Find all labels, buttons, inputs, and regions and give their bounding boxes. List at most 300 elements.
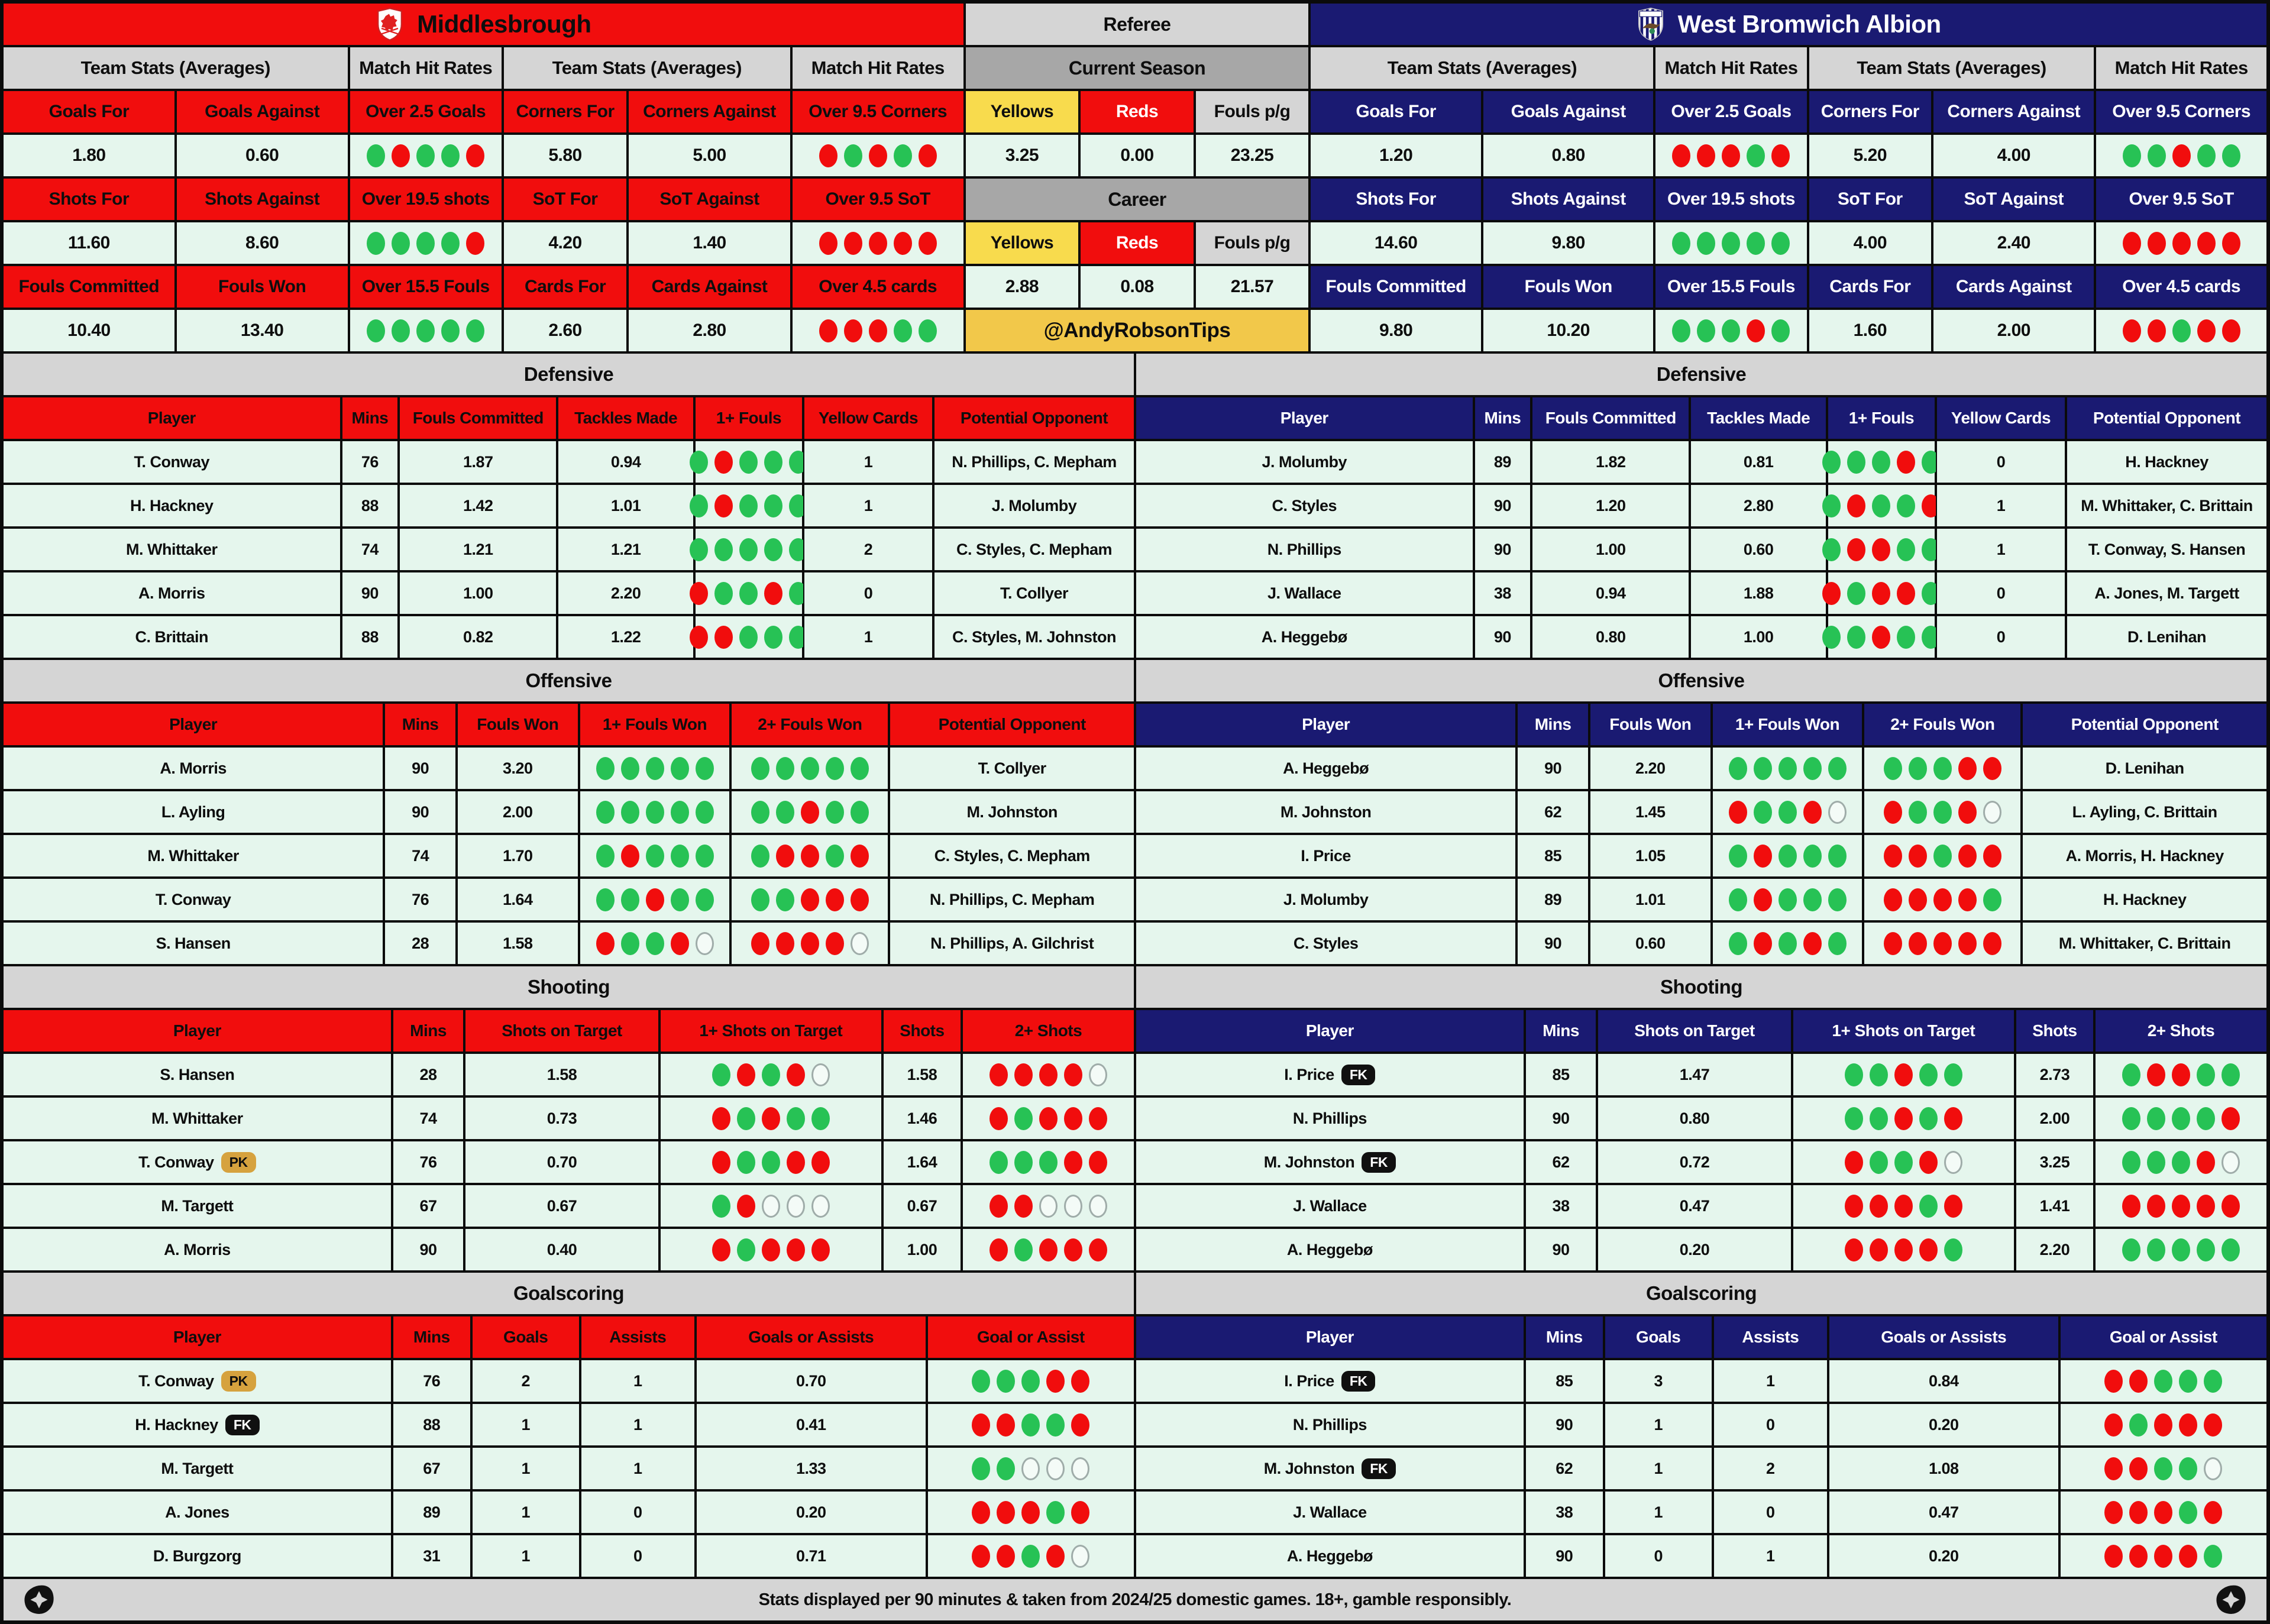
hit-dot-red <box>1958 801 1977 824</box>
table-cell: 0.94 <box>557 440 694 484</box>
table-row <box>2 1447 1135 1490</box>
hit-rate-cell <box>1792 1053 2015 1096</box>
column-header-cell: Fouls Committed <box>399 396 557 440</box>
player-cell <box>1135 1140 1525 1184</box>
table-cell: 31 <box>392 1534 471 1578</box>
hit-dot-red <box>801 888 819 911</box>
table-cell: 2.20 <box>557 571 694 615</box>
shooting-away-table <box>1135 1009 2268 1272</box>
hit-rate-cell <box>1827 440 1936 484</box>
hit-dot-red <box>1672 144 1690 167</box>
table-cell: 74 <box>392 1096 465 1140</box>
hit-dot-red <box>1697 144 1715 167</box>
hit-rate-dots <box>972 1370 1089 1393</box>
player-name: M. Johnston <box>1263 1459 1355 1477</box>
hit-dot-empty <box>2204 1457 2222 1480</box>
table-cell: 0.70 <box>696 1359 927 1403</box>
hit-dot-green <box>1803 888 1822 911</box>
hit-rate-dots <box>367 232 484 255</box>
table-cell: 0.47 <box>1597 1184 1792 1228</box>
table-cell: 2 <box>803 528 933 571</box>
hit-dot-green <box>1933 801 1952 824</box>
table-cell: 1 <box>803 615 933 659</box>
table-cell: T. Collyer <box>889 746 1135 790</box>
stat-value-cell: 4.00 <box>1932 134 2095 177</box>
hit-dot-green <box>441 232 460 255</box>
table-cell: 90 <box>392 1228 465 1272</box>
table-cell: 1.08 <box>1828 1447 2059 1490</box>
hit-rate-cell <box>1792 1140 2015 1184</box>
table-cell: 76 <box>392 1140 465 1184</box>
table-cell: 3 <box>1604 1359 1713 1403</box>
hit-dot-green <box>2222 1238 2240 1261</box>
table-cell: C. Styles, C. Mepham <box>933 528 1135 571</box>
hit-dot-red <box>1894 1195 1913 1218</box>
table-row <box>1135 1403 2268 1447</box>
hit-dot-empty <box>1089 1063 1107 1086</box>
hit-dot-red <box>690 582 708 605</box>
table-cell: 0 <box>1604 1534 1713 1578</box>
table-cell: 62 <box>1516 790 1589 834</box>
column-header-cell: 1+ Fouls <box>1827 396 1936 440</box>
player-cell <box>1135 790 1516 834</box>
table-cell: 88 <box>341 484 399 528</box>
table-cell: 28 <box>384 921 457 965</box>
hit-rate-dots <box>1845 1151 1962 1174</box>
hit-dot-red <box>787 1063 805 1086</box>
hit-dot-green <box>1672 232 1690 255</box>
hit-dot-red <box>690 626 708 649</box>
column-header-cell: Potential Opponent <box>889 703 1135 746</box>
table-header-row <box>2 703 1135 746</box>
hit-dot-red <box>972 1413 990 1437</box>
player-cell <box>1135 484 1474 528</box>
table-cell: 1 <box>580 1447 696 1490</box>
hit-rate-dots <box>1884 888 2001 911</box>
stat-label-cell: Over 9.5 Corners <box>2095 90 2268 134</box>
hit-rate-dots <box>596 888 714 911</box>
table-cell: 1.01 <box>1589 878 1712 921</box>
hit-rate-cell <box>1827 571 1936 615</box>
table-cell: 3.25 <box>2015 1140 2094 1184</box>
column-header-cell: Mins <box>384 703 457 746</box>
subheader-cell: Match Hit Rates <box>349 46 503 90</box>
player-name: M. Targett <box>161 1459 234 1477</box>
hit-dot-green <box>1909 801 1927 824</box>
hit-dot-red <box>2172 232 2191 255</box>
table-cell: 0.72 <box>1597 1140 1792 1184</box>
andyrobsontips-logo-icon <box>2214 1583 2248 1617</box>
hit-dot-green <box>671 801 689 824</box>
column-header-cell: Potential Opponent <box>2022 703 2268 746</box>
column-header-cell: Goals <box>1604 1315 1713 1359</box>
table-cell: 85 <box>1525 1359 1604 1403</box>
hit-dot-green <box>1771 319 1790 342</box>
table-row <box>1135 484 2268 528</box>
table-row <box>2 834 1135 878</box>
hit-rate-cell <box>730 834 889 878</box>
hit-rate-cell <box>579 878 731 921</box>
hit-dot-green <box>441 144 460 167</box>
column-header-cell: Mins <box>1525 1315 1604 1359</box>
table-cell: H. Hackney <box>2022 878 2268 921</box>
hit-rate-cell <box>1863 878 2022 921</box>
hit-dot-red <box>990 1107 1008 1130</box>
player-name: N. Phillips <box>1292 1415 1367 1434</box>
hit-rate-cell <box>2059 1359 2268 1403</box>
hit-dot-red <box>2179 1545 2197 1568</box>
hit-rate-cell <box>2094 1096 2268 1140</box>
hit-dot-red <box>1039 1238 1058 1261</box>
pk-badge: PK <box>221 1152 256 1173</box>
player-name: A. Jones <box>165 1503 229 1521</box>
hit-rate-cell <box>2095 134 2268 177</box>
hit-dot-red <box>2148 232 2166 255</box>
hit-dot-green <box>646 801 664 824</box>
hit-rate-dots <box>367 144 484 167</box>
table-cell: 1 <box>1713 1534 1828 1578</box>
hit-dot-red <box>712 1151 730 1174</box>
hit-dot-green <box>2172 1107 2190 1130</box>
table-cell: 90 <box>1525 1096 1598 1140</box>
hit-dot-green <box>2179 1370 2197 1393</box>
table-cell: 0 <box>1936 571 2066 615</box>
career-reds-value: 0.08 <box>1079 265 1195 309</box>
table-cell: 2.20 <box>1589 746 1712 790</box>
hit-rate-cell <box>962 1096 1135 1140</box>
table-cell: 38 <box>1525 1184 1598 1228</box>
stat-value-cell: 10.20 <box>1482 309 1655 352</box>
column-header-cell: 1+ Shots on Target <box>659 1009 882 1053</box>
column-header-cell: Goals or Assists <box>1828 1315 2059 1359</box>
reds-header: Reds <box>1079 221 1195 265</box>
hit-rate-cell <box>694 484 803 528</box>
section-title: Goalscoring <box>1135 1272 2268 1315</box>
table-cell: 0.67 <box>464 1184 659 1228</box>
hit-dot-green <box>1672 319 1690 342</box>
hit-rate-dots <box>596 932 714 955</box>
hit-dot-red <box>776 932 794 955</box>
column-header-cell: Goals or Assists <box>696 1315 927 1359</box>
hit-rate-cell <box>2094 1228 2268 1272</box>
hit-rate-cell <box>694 615 803 659</box>
hit-dot-green <box>1828 845 1847 868</box>
hit-rate-dots <box>2104 1413 2222 1437</box>
table-row <box>1135 615 2268 659</box>
section-title: Shooting <box>2 965 1135 1009</box>
table-cell: 1.45 <box>1589 790 1712 834</box>
player-cell <box>1135 746 1516 790</box>
hit-dot-red <box>1071 1501 1089 1524</box>
table-cell: 3.20 <box>457 746 579 790</box>
player-name: S. Hansen <box>156 934 231 952</box>
hit-dot-green <box>1828 932 1847 955</box>
table-cell: 0.20 <box>696 1490 927 1534</box>
hit-rate-dots <box>690 538 807 561</box>
hit-dot-red <box>764 582 782 605</box>
subheader-cell: Team Stats (Averages) <box>1309 46 1654 90</box>
table-row <box>1135 528 2268 571</box>
hit-dot-red <box>1884 888 1902 911</box>
hit-dot-green <box>2204 1545 2222 1568</box>
hit-dot-green <box>2197 144 2216 167</box>
pk-badge: PK <box>221 1371 256 1392</box>
hit-dot-red <box>1909 845 1927 868</box>
hit-rate-dots <box>690 626 807 649</box>
hit-dot-green <box>762 1063 780 1086</box>
hit-dot-empty <box>1944 1151 1962 1174</box>
stat-label-row <box>1309 265 2268 309</box>
table-cell: 89 <box>1516 878 1589 921</box>
table-cell: 2.00 <box>457 790 579 834</box>
hit-dot-red <box>2147 1195 2165 1218</box>
hit-dot-red <box>1089 1151 1107 1174</box>
table-row <box>1135 440 2268 484</box>
table-cell: 2.00 <box>2015 1096 2094 1140</box>
hit-dot-red <box>972 1501 990 1524</box>
hit-rate-cell <box>2094 1184 2268 1228</box>
hit-rate-cell <box>2059 1534 2268 1578</box>
table-cell: 0 <box>1713 1490 1828 1534</box>
hit-dot-green <box>2129 1413 2148 1437</box>
hit-dot-green <box>1919 1063 1938 1086</box>
stat-label-cell: Over 4.5 cards <box>2095 265 2268 309</box>
hit-dot-red <box>844 232 862 255</box>
subheader-cell: Match Hit Rates <box>791 46 965 90</box>
hit-dot-green <box>1697 232 1715 255</box>
stat-label-cell: Fouls Won <box>176 265 349 309</box>
hit-dot-green <box>621 757 639 780</box>
hit-rate-cell <box>1712 834 1864 878</box>
hit-dot-green <box>2222 144 2240 167</box>
hit-dot-red <box>2172 144 2191 167</box>
player-name: T. Conway <box>138 1153 214 1171</box>
table-cell: D. Lenihan <box>2066 615 2268 659</box>
table-cell: J. Molumby <box>933 484 1135 528</box>
hit-rate-dots <box>1822 626 1940 649</box>
table-cell: D. Lenihan <box>2022 746 2268 790</box>
stat-value-cell: 1.20 <box>1309 134 1482 177</box>
stat-label-cell: Shots For <box>2 177 176 221</box>
table-cell: 1 <box>1713 1359 1828 1403</box>
hit-rate-cell <box>659 1184 882 1228</box>
table-row <box>1135 1359 2268 1403</box>
hit-dot-green <box>1870 1107 1888 1130</box>
hit-rate-dots <box>1822 538 1940 561</box>
hit-dot-green <box>1779 932 1797 955</box>
fouls-header: Fouls p/g <box>1195 221 1310 265</box>
table-cell: 88 <box>341 615 399 659</box>
hit-rate-cell <box>2095 221 2268 265</box>
hit-dot-red <box>1944 1107 1962 1130</box>
hit-dot-green <box>696 801 714 824</box>
player-name: J. Wallace <box>1293 1196 1367 1215</box>
hit-dot-green <box>1046 1501 1065 1524</box>
table-cell: 0 <box>1936 440 2066 484</box>
table-cell: 1.82 <box>1531 440 1690 484</box>
hit-dot-red <box>2197 1195 2215 1218</box>
table-cell: 90 <box>1474 484 1532 528</box>
hit-rate-cell <box>927 1447 1135 1490</box>
hit-rate-dots <box>1884 845 2001 868</box>
table-cell: 90 <box>1525 1228 1598 1272</box>
column-header-cell: Shots <box>882 1009 962 1053</box>
table-cell: 90 <box>1525 1403 1604 1447</box>
player-name: M. Whittaker <box>147 846 239 865</box>
table-cell: 90 <box>341 571 399 615</box>
table-cell: 1.46 <box>882 1096 962 1140</box>
hit-dot-green <box>2204 1370 2222 1393</box>
stat-label-cell: Over 19.5 shots <box>349 177 503 221</box>
hit-dot-red <box>919 144 937 167</box>
hit-rate-cell <box>1827 484 1936 528</box>
player-name: D. Burgzorg <box>153 1547 241 1565</box>
subheader-cell: Match Hit Rates <box>2095 46 2268 90</box>
hit-rate-cell <box>962 1140 1135 1184</box>
hit-rate-cell <box>694 528 803 571</box>
hit-rate-dots <box>1729 801 1847 824</box>
hit-dot-green <box>997 1457 1015 1480</box>
hit-rate-cell <box>349 134 503 177</box>
hit-dot-red <box>1803 801 1822 824</box>
hit-dot-green <box>1944 1238 1962 1261</box>
table-row <box>1135 746 2268 790</box>
hit-rate-dots <box>1672 144 1790 167</box>
table-cell: 2.73 <box>2015 1053 2094 1096</box>
column-header-cell: Player <box>1135 1315 1525 1359</box>
hit-rate-dots <box>1672 319 1790 342</box>
hit-dot-red <box>869 319 887 342</box>
hit-rate-cell <box>927 1359 1135 1403</box>
hit-dot-empty <box>787 1195 805 1218</box>
section-title: Defensive <box>1135 352 2268 396</box>
hit-dot-green <box>392 232 410 255</box>
hit-rate-dots <box>1884 932 2001 955</box>
hit-dot-green <box>2154 1370 2172 1393</box>
column-header-cell: Fouls Won <box>457 703 579 746</box>
stat-label-cell: Fouls Won <box>1482 265 1655 309</box>
player-name: C. Brittain <box>135 627 209 646</box>
player-name: M. Johnston <box>1280 803 1372 821</box>
player-cell <box>1135 1228 1525 1272</box>
subheader-cell: Team Stats (Averages) <box>2 46 349 90</box>
table-cell: 0.73 <box>464 1096 659 1140</box>
hit-dot-red <box>1872 538 1890 561</box>
hit-dot-green <box>1729 845 1747 868</box>
hit-dot-green <box>751 845 769 868</box>
hit-dot-green <box>621 801 639 824</box>
column-header-cell: 2+ Fouls Won <box>730 703 889 746</box>
current-fouls-value: 23.25 <box>1195 134 1310 177</box>
hit-dot-green <box>416 144 435 167</box>
hit-dot-green <box>1779 888 1797 911</box>
offensive-home-half <box>2 659 1135 965</box>
hit-dot-red <box>1803 932 1822 955</box>
hit-rate-dots <box>1729 845 1847 868</box>
stat-label-cell: Over 15.5 Fouls <box>1654 265 1807 309</box>
table-cell: 89 <box>392 1490 471 1534</box>
hit-rate-cell <box>1863 746 2022 790</box>
hit-rate-dots <box>1822 582 1940 605</box>
hit-dot-green <box>762 1151 780 1174</box>
player-cell <box>1135 1534 1525 1578</box>
table-cell: 67 <box>392 1447 471 1490</box>
stat-value-cell: 0.60 <box>176 134 349 177</box>
hit-dot-green <box>826 757 844 780</box>
social-handle: @AndyRobsonTips <box>965 309 1310 352</box>
hit-rate-cell <box>1827 615 1936 659</box>
stat-value-cell: 8.60 <box>176 221 349 265</box>
table-cell: 38 <box>1474 571 1532 615</box>
column-header-cell: 1+ Fouls Won <box>1712 703 1864 746</box>
table-row <box>1135 1534 2268 1578</box>
hit-dot-green <box>1919 1107 1938 1130</box>
current-season-columns <box>965 90 1310 134</box>
hit-dot-red <box>1894 1107 1913 1130</box>
hit-dot-red <box>1884 801 1902 824</box>
player-cell <box>2 440 341 484</box>
hit-dot-green <box>764 626 782 649</box>
hit-rate-dots <box>972 1501 1089 1524</box>
column-header-cell: Player <box>1135 396 1474 440</box>
hit-dot-red <box>801 932 819 955</box>
hit-rate-dots <box>1729 888 1847 911</box>
hit-dot-green <box>1872 451 1890 474</box>
player-cell <box>2 1359 392 1403</box>
hit-dot-green <box>739 538 758 561</box>
hit-dot-red <box>2148 319 2166 342</box>
column-header-cell: Assists <box>1713 1315 1828 1359</box>
table-cell: 1 <box>1604 1447 1713 1490</box>
hit-dot-red <box>1884 845 1902 868</box>
hit-dot-green <box>696 845 714 868</box>
hit-dot-red <box>737 1063 755 1086</box>
hit-dot-red <box>776 845 794 868</box>
hit-dot-empty <box>1064 1195 1082 1218</box>
table-row <box>2 528 1135 571</box>
hit-dot-red <box>2129 1501 2148 1524</box>
hit-dot-red <box>1747 319 1765 342</box>
table-row <box>2 1490 1135 1534</box>
hit-dot-empty <box>1089 1195 1107 1218</box>
hit-dot-green <box>2172 319 2191 342</box>
stat-value-cell: 2.60 <box>503 309 628 352</box>
hit-dot-red <box>1845 1195 1863 1218</box>
player-cell <box>1135 1053 1525 1096</box>
player-cell <box>2 834 384 878</box>
stat-value-row <box>1309 309 2268 352</box>
hit-dot-empty <box>2222 1151 2240 1174</box>
hit-dot-green <box>1803 757 1822 780</box>
hit-rate-cell <box>2094 1053 2268 1096</box>
table-header-row <box>2 1315 1135 1359</box>
hit-rate-cell <box>1863 834 2022 878</box>
hit-dot-green <box>1919 1195 1938 1218</box>
stat-label-row <box>2 265 965 309</box>
stat-label-cell: Shots For <box>1309 177 1482 221</box>
column-header-cell: Player <box>2 396 341 440</box>
hit-rate-dots <box>596 845 714 868</box>
hit-rate-cell <box>659 1228 882 1272</box>
stat-label-row <box>1309 90 2268 134</box>
player-name: C. Styles <box>1293 934 1359 952</box>
table-cell: 0 <box>803 571 933 615</box>
hit-dot-red <box>1754 888 1772 911</box>
hit-dot-green <box>972 1370 990 1393</box>
table-row <box>2 1053 1135 1096</box>
table-row <box>2 1228 1135 1272</box>
table-cell: A. Morris, H. Hackney <box>2022 834 2268 878</box>
